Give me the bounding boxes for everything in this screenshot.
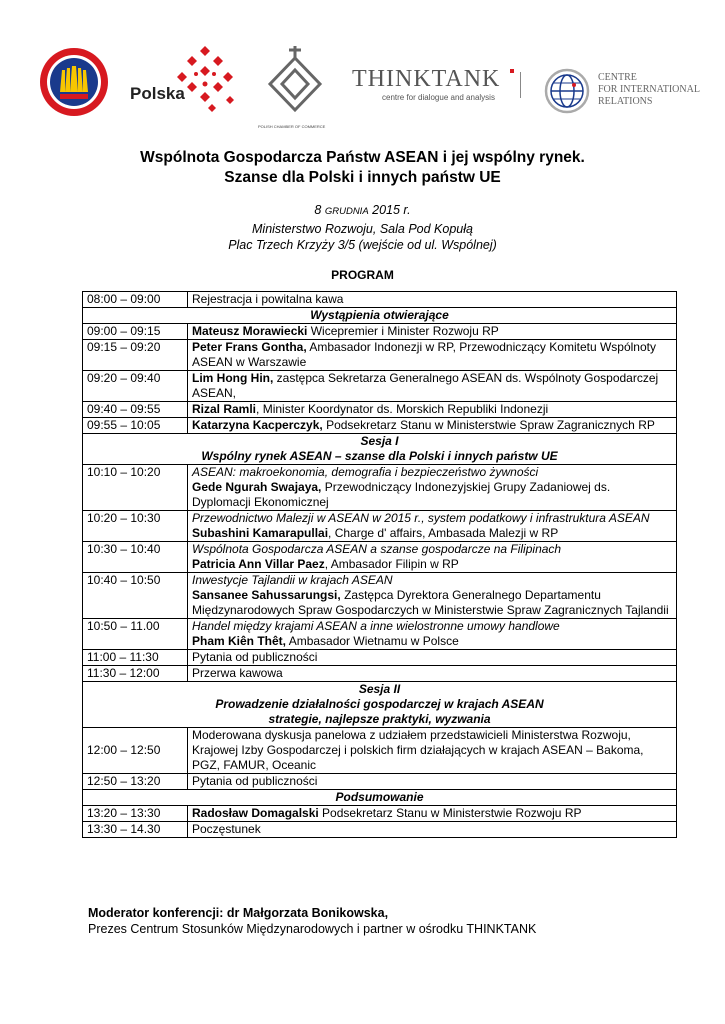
item-cell bbox=[188, 573, 677, 619]
table-row bbox=[83, 806, 677, 822]
speaker-name: Sansanee Sahussarungsi, bbox=[192, 588, 341, 602]
title-line-1: Wspólnota Gospodarcza Państw ASEAN i jej wspólny rynek. bbox=[140, 149, 585, 166]
table-row bbox=[83, 650, 677, 666]
footer bbox=[88, 905, 536, 937]
speaker-role: , Minister Koordynator ds. Morskich Republiki Indonezji bbox=[256, 402, 549, 416]
time-cell: 11:00 – 11:30 bbox=[83, 650, 188, 666]
topic: ASEAN: makroekonomia, demografia i bezpieczeństwo żywności bbox=[192, 465, 539, 479]
time-cell: 10:50 – 11.00 bbox=[83, 619, 188, 650]
item-cell bbox=[188, 465, 677, 511]
speaker-role: Zastępca Dyrektora Generalnego Departamentu Międzynarodowych Spraw Gospodarczych w Ministerstwie Spraw Zagranicznych Tajlandii bbox=[192, 588, 669, 617]
item-cell: Moderowana dyskusja panelowa z udziałem przedstawicieli Ministerstwa Rozwoju, Krajowej Izby Gospodarczej i polskich firm działających w krajach ASEAN – Bakoma, PGZ, FAMUR, Oceanic bbox=[188, 728, 677, 774]
table-row bbox=[83, 465, 677, 511]
speaker-line bbox=[192, 557, 672, 572]
speaker-line bbox=[192, 634, 672, 649]
topic: Wspólnota Gospodarcza ASEAN a szanse gospodarcze na Filipinach bbox=[192, 542, 562, 556]
speaker-name: Gede Ngurah Swajaya, bbox=[192, 480, 322, 494]
speaker-line bbox=[192, 588, 672, 618]
speaker-name: Rizal Ramli bbox=[192, 402, 257, 416]
table-row bbox=[83, 371, 677, 402]
program-heading: PROGRAM bbox=[331, 268, 394, 282]
table-row bbox=[83, 666, 677, 682]
item-cell bbox=[188, 806, 677, 822]
speaker-name: Patricia Ann Villar Paez bbox=[192, 557, 325, 571]
table-row bbox=[83, 774, 677, 790]
section-row bbox=[83, 308, 677, 324]
item-cell bbox=[188, 324, 677, 340]
session-subtitle: strategie, najlepsze praktyki, wyzwania bbox=[268, 712, 491, 726]
speaker-role: Podsekretarz Stanu w Ministerstwie Rozwoju RP bbox=[318, 806, 582, 820]
speaker-role: , Ambasador Filipin w RP bbox=[324, 557, 459, 571]
event-venue: Ministerstwo Rozwoju, Sala Pod Kopułą bbox=[252, 221, 473, 236]
speaker-name: Pham Kiên Thêt, bbox=[192, 634, 287, 648]
title-line-2: Szanse dla Polski i innych państw UE bbox=[224, 169, 501, 186]
thinktank-tagline: centre for dialogue and analysis bbox=[382, 93, 495, 102]
chamber-emblem-icon bbox=[262, 44, 328, 120]
speaker-name: Radosław Domagalski bbox=[192, 806, 319, 820]
speaker-name: Mateusz Morawiecki bbox=[192, 324, 308, 338]
item-cell bbox=[188, 340, 677, 371]
session-label: Sesja II bbox=[358, 682, 401, 696]
time-cell: 12:00 – 12:50 bbox=[83, 728, 188, 774]
event-address: Plac Trzech Krzyży 3/5 (wejście od ul. Wspólnej) bbox=[228, 238, 497, 252]
time-cell: 10:30 – 10:40 bbox=[83, 542, 188, 573]
item-cell: Przerwa kawowa bbox=[188, 666, 677, 682]
item-cell bbox=[188, 402, 677, 418]
section-session-1 bbox=[83, 434, 677, 465]
moderator-role: Prezes Centrum Stosunków Międzynarodowych i partner w ośrodku THINKTANK bbox=[88, 922, 537, 936]
speaker-role: Ambasador Indonezji w RP, Przewodniczący Komitetu Wspólnoty ASEAN w Warszawie bbox=[192, 340, 656, 369]
thinktank-dot-icon bbox=[510, 69, 514, 73]
globe-icon bbox=[544, 68, 590, 114]
speaker-role: zastępca Sekretarza Generalnego ASEAN ds. Wspólnoty Gospodarczej ASEAN, bbox=[192, 371, 659, 400]
time-cell: 13:30 – 14.30 bbox=[83, 822, 188, 838]
speaker-name: Lim Hong Hin, bbox=[192, 371, 274, 385]
section-session-2 bbox=[83, 682, 677, 728]
date-day: 8 bbox=[314, 203, 322, 217]
item-cell bbox=[188, 511, 677, 542]
table-row bbox=[83, 573, 677, 619]
section-row bbox=[83, 682, 677, 728]
thinktank-wordmark: THINKTANK bbox=[352, 66, 501, 92]
polska-logo bbox=[130, 44, 240, 124]
speaker-role: Przewodniczący Indonezyjskiej Grupy Zadaniowej ds. Dyplomacji Ekonomicznej bbox=[192, 480, 611, 509]
time-cell: 11:30 – 12:00 bbox=[83, 666, 188, 682]
section-summary: Podsumowanie bbox=[83, 790, 677, 806]
time-cell: 08:00 – 09:00 bbox=[83, 292, 188, 308]
table-row bbox=[83, 822, 677, 838]
table-row bbox=[83, 728, 677, 774]
table-row bbox=[83, 511, 677, 542]
time-cell: 09:15 – 09:20 bbox=[83, 340, 188, 371]
event-date bbox=[0, 202, 725, 221]
table-row bbox=[83, 292, 677, 308]
topic: Przewodnictwo Malezji w ASEAN w 2015 r., system podatkowy i infrastruktura ASEAN bbox=[192, 511, 650, 525]
thinktank-logo bbox=[352, 66, 527, 106]
polska-wordmark: Polska bbox=[130, 84, 185, 103]
document-title bbox=[0, 148, 725, 188]
thinktank-divider bbox=[520, 72, 521, 98]
logo-bar bbox=[0, 0, 725, 140]
time-cell: 09:00 – 09:15 bbox=[83, 324, 188, 340]
time-cell: 09:40 – 09:55 bbox=[83, 402, 188, 418]
item-cell bbox=[188, 542, 677, 573]
section-row bbox=[83, 434, 677, 465]
speaker-name: Subashini Kamarapullai bbox=[192, 526, 329, 540]
time-cell: 09:55 – 10:05 bbox=[83, 418, 188, 434]
speaker-role: , Charge d' affairs, Ambasada Malezji w RP bbox=[328, 526, 559, 540]
speaker-name: Peter Frans Gontha, bbox=[192, 340, 307, 354]
item-cell bbox=[188, 619, 677, 650]
program-table bbox=[82, 291, 677, 838]
cir-logo bbox=[544, 68, 704, 118]
speaker-role: Ambasador Wietnamu w Polsce bbox=[286, 634, 459, 648]
speaker-line bbox=[192, 480, 672, 510]
cir-line-1: CENTRE bbox=[598, 72, 637, 83]
session-title: Wspólny rynek ASEAN – szanse dla Polski i innych państw UE bbox=[201, 449, 558, 463]
asean-logo bbox=[38, 46, 110, 118]
date-year: 2015 r. bbox=[372, 203, 411, 217]
table-row bbox=[83, 418, 677, 434]
speaker-role: Wicepremier i Minister Rozwoju RP bbox=[307, 324, 499, 338]
speaker-role: Podsekretarz Stanu w Ministerstwie Spraw Zagranicznych RP bbox=[322, 418, 655, 432]
topic: Handel między krajami ASEAN a inne wielostronne umowy handlowe bbox=[192, 619, 560, 633]
table-row bbox=[83, 619, 677, 650]
time-cell: 12:50 – 13:20 bbox=[83, 774, 188, 790]
date-month: GRUDNIA bbox=[324, 206, 369, 217]
time-cell: 09:20 – 09:40 bbox=[83, 371, 188, 402]
cir-text bbox=[598, 72, 700, 108]
table-row bbox=[83, 402, 677, 418]
table-row bbox=[83, 542, 677, 573]
cir-line-3: RELATIONS bbox=[598, 96, 653, 107]
topic: Inwestycje Tajlandii w krajach ASEAN bbox=[192, 573, 393, 587]
table-row bbox=[83, 324, 677, 340]
chamber-logo bbox=[258, 44, 332, 134]
time-cell: 10:40 – 10:50 bbox=[83, 573, 188, 619]
item-cell: Pytania od publiczności bbox=[188, 774, 677, 790]
speaker-name: Katarzyna Kacperczyk, bbox=[192, 418, 323, 432]
time-cell: 13:20 – 13:30 bbox=[83, 806, 188, 822]
item-cell: Pytania od publiczności bbox=[188, 650, 677, 666]
cir-line-2: FOR INTERNATIONAL bbox=[598, 84, 700, 95]
item-cell bbox=[188, 418, 677, 434]
chamber-caption: POLISH CHAMBER OF COMMERCE bbox=[258, 124, 326, 129]
session-label: Sesja I bbox=[360, 434, 399, 448]
event-details bbox=[0, 202, 725, 254]
moderator-line: Moderator konferencji: dr Małgorzata Bonikowska, bbox=[88, 906, 389, 920]
section-row bbox=[83, 790, 677, 806]
section-opening: Wystąpienia otwierające bbox=[83, 308, 677, 324]
item-cell bbox=[188, 371, 677, 402]
session-title: Prowadzenie działalności gospodarczej w krajach ASEAN bbox=[215, 697, 544, 711]
speaker-line bbox=[192, 526, 672, 541]
item-cell: Rejestracja i powitalna kawa bbox=[188, 292, 677, 308]
item-cell: Poczęstunek bbox=[188, 822, 677, 838]
time-cell: 10:10 – 10:20 bbox=[83, 465, 188, 511]
time-cell: 10:20 – 10:30 bbox=[83, 511, 188, 542]
table-row bbox=[83, 340, 677, 371]
